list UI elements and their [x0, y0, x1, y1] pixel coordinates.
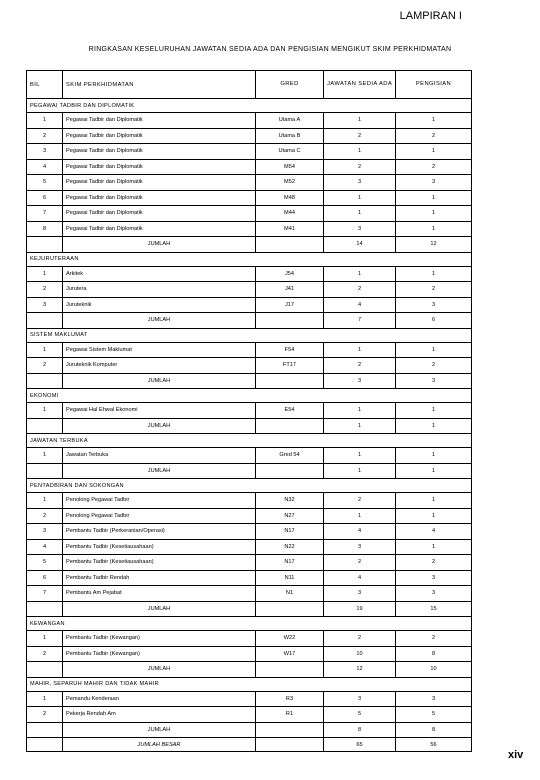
gred-cell: N17 — [256, 555, 324, 571]
total-sedia-ada: 19 — [324, 601, 396, 617]
skim-cell: Pembantu Tadbir (Kesetiausahaan) — [63, 555, 256, 571]
pengisian-cell: 3 — [396, 297, 472, 313]
section-total-row — [27, 722, 472, 738]
table-row — [27, 524, 472, 540]
sedia-ada-cell: 4 — [324, 524, 396, 540]
grand-gred-empty-cell — [256, 738, 324, 752]
total-gred-empty-cell — [256, 418, 324, 434]
bil-cell: 1 — [27, 691, 63, 707]
skim-cell: Pegawai Tadbir dan Diplomatik — [63, 144, 256, 160]
pengisian-cell: 1 — [396, 266, 472, 282]
section-title: SISTEM MAKLUMAT — [27, 328, 472, 342]
total-gred-empty-cell — [256, 313, 324, 329]
appendix-label: LAMPIRAN I — [399, 10, 462, 22]
skim-cell: Pegawai Tadbir dan Diplomatik — [63, 159, 256, 175]
skim-cell: Pembantu Tadbir (Kewangan) — [63, 631, 256, 647]
section-header-row — [27, 328, 472, 342]
sedia-ada-cell: 1 — [324, 144, 396, 160]
pengisian-cell: 1 — [396, 342, 472, 358]
section-total-row — [27, 237, 472, 253]
sedia-ada-cell: 1 — [324, 206, 396, 222]
skim-cell: Pegawai Hal Ehwal Ekonomi — [63, 403, 256, 419]
bil-cell: 1 — [27, 448, 63, 464]
total-empty-cell — [27, 313, 63, 329]
column-header-bil: BIL — [27, 71, 63, 99]
pengisian-cell: 1 — [396, 221, 472, 237]
section-title: KEWANGAN — [27, 617, 472, 631]
total-pengisian: 15 — [396, 601, 472, 617]
pengisian-cell: 2 — [396, 555, 472, 571]
sedia-ada-cell: 3 — [324, 175, 396, 191]
bil-cell: 1 — [27, 266, 63, 282]
total-sedia-ada: 7 — [324, 313, 396, 329]
sedia-ada-cell: 2 — [324, 282, 396, 298]
pengisian-cell: 1 — [396, 493, 472, 509]
total-empty-cell — [27, 237, 63, 253]
total-label: JUMLAH — [63, 463, 256, 479]
gred-cell: E54 — [256, 403, 324, 419]
skim-cell: Jawatan Terbuka — [63, 448, 256, 464]
document-title: RINGKASAN KESELURUHAN JAWATAN SEDIA ADA DAN PENGISIAN MENGIKUT SKIM PERKHIDMATAN — [88, 46, 452, 53]
total-label: JUMLAH — [63, 722, 256, 738]
gred-cell: N22 — [256, 539, 324, 555]
table-row — [27, 707, 472, 723]
skim-cell: Pegawai Tadbir dan Diplomatik — [63, 206, 256, 222]
skim-cell: Pegawai Tadbir dan Diplomatik — [63, 221, 256, 237]
total-sedia-ada: 12 — [324, 662, 396, 678]
table-row — [27, 113, 472, 129]
pengisian-cell: 2 — [396, 358, 472, 374]
gred-cell: N32 — [256, 493, 324, 509]
total-label: JUMLAH — [63, 662, 256, 678]
table-row — [27, 282, 472, 298]
sedia-ada-cell: 2 — [324, 493, 396, 509]
column-header-skim: SKIM PERKHIDMATAN — [63, 71, 256, 99]
bil-cell: 5 — [27, 175, 63, 191]
gred-cell: W22 — [256, 631, 324, 647]
section-header-row — [27, 99, 472, 113]
bil-cell: 2 — [27, 646, 63, 662]
sedia-ada-cell: 4 — [324, 297, 396, 313]
pengisian-cell: 3 — [396, 570, 472, 586]
bil-cell: 4 — [27, 539, 63, 555]
gred-cell: M41 — [256, 221, 324, 237]
bil-cell: 1 — [27, 403, 63, 419]
gred-cell: Utama C — [256, 144, 324, 160]
page-number: xiv — [508, 749, 524, 761]
pengisian-cell: 1 — [396, 403, 472, 419]
total-label: JUMLAH — [63, 373, 256, 389]
table-header-row — [27, 71, 472, 99]
skim-cell: Arkitek — [63, 266, 256, 282]
section-total-row — [27, 601, 472, 617]
skim-cell: Pembantu Am Pejabat — [63, 586, 256, 602]
gred-cell: J54 — [256, 266, 324, 282]
bil-cell: 2 — [27, 128, 63, 144]
skim-cell: Pegawai Sistem Maklumat — [63, 342, 256, 358]
grand-total-pengisian: 56 — [396, 738, 472, 752]
section-header-row — [27, 677, 472, 691]
pengisian-cell: 1 — [396, 508, 472, 524]
table-row — [27, 206, 472, 222]
total-pengisian: 8 — [396, 722, 472, 738]
section-title: EKONOMI — [27, 389, 472, 403]
total-empty-cell — [27, 463, 63, 479]
total-empty-cell — [27, 662, 63, 678]
section-title: PEGAWAI TADBIR DAN DIPLOMATIK — [27, 99, 472, 113]
skim-cell: Pembantu Tadbir (Perkeranian/Operasi) — [63, 524, 256, 540]
gred-cell: Utama A — [256, 113, 324, 129]
sedia-ada-cell: 1 — [324, 190, 396, 206]
total-pengisian: 12 — [396, 237, 472, 253]
sedia-ada-cell: 3 — [324, 586, 396, 602]
table-row — [27, 403, 472, 419]
table-row — [27, 221, 472, 237]
grand-total-sedia-ada: 65 — [324, 738, 396, 752]
sedia-ada-cell: 1 — [324, 448, 396, 464]
table-row — [27, 297, 472, 313]
pengisian-cell: 1 — [396, 448, 472, 464]
gred-cell: N1 — [256, 586, 324, 602]
total-sedia-ada: 3 — [324, 373, 396, 389]
staffing-summary-table — [26, 70, 472, 752]
section-header-row — [27, 389, 472, 403]
bil-cell: 1 — [27, 631, 63, 647]
bil-cell: 1 — [27, 493, 63, 509]
grand-total-row — [27, 738, 472, 752]
total-sedia-ada: 1 — [324, 418, 396, 434]
total-label: JUMLAH — [63, 237, 256, 253]
skim-cell: Pegawai Tadbir dan Diplomatik — [63, 175, 256, 191]
section-title: PENTADBIRAN DAN SOKONGAN — [27, 479, 472, 493]
bil-cell: 3 — [27, 144, 63, 160]
sedia-ada-cell: 3 — [324, 691, 396, 707]
sedia-ada-cell: 4 — [324, 570, 396, 586]
total-pengisian: 1 — [396, 463, 472, 479]
pengisian-cell: 1 — [396, 206, 472, 222]
table-row — [27, 539, 472, 555]
grand-total-label: JUMLAH BESAR — [63, 738, 256, 752]
total-sedia-ada: 1 — [324, 463, 396, 479]
total-gred-empty-cell — [256, 722, 324, 738]
table-row — [27, 646, 472, 662]
section-total-row — [27, 662, 472, 678]
sedia-ada-cell: 2 — [324, 128, 396, 144]
bil-cell: 6 — [27, 570, 63, 586]
gred-cell: J17 — [256, 297, 324, 313]
total-gred-empty-cell — [256, 463, 324, 479]
skim-cell: Penolong Pegawai Tadbir — [63, 493, 256, 509]
pengisian-cell: 3 — [396, 175, 472, 191]
table-row — [27, 508, 472, 524]
total-sedia-ada: 8 — [324, 722, 396, 738]
gred-cell: R1 — [256, 707, 324, 723]
table-row — [27, 586, 472, 602]
total-pengisian: 6 — [396, 313, 472, 329]
skim-cell: Pegawai Tadbir dan Diplomatik — [63, 128, 256, 144]
bil-cell: 2 — [27, 508, 63, 524]
skim-cell: Pekerja Rendah Am — [63, 707, 256, 723]
table-row — [27, 631, 472, 647]
table-row — [27, 555, 472, 571]
total-sedia-ada: 14 — [324, 237, 396, 253]
pengisian-cell: 2 — [396, 159, 472, 175]
bil-cell: 2 — [27, 282, 63, 298]
table-row — [27, 358, 472, 374]
sedia-ada-cell: 2 — [324, 555, 396, 571]
gred-cell: Utama B — [256, 128, 324, 144]
pengisian-cell: 2 — [396, 631, 472, 647]
total-gred-empty-cell — [256, 373, 324, 389]
bil-cell: 2 — [27, 707, 63, 723]
gred-cell: J41 — [256, 282, 324, 298]
total-label: JUMLAH — [63, 313, 256, 329]
total-empty-cell — [27, 418, 63, 434]
skim-cell: Pembantu Tadbir (Kewangan) — [63, 646, 256, 662]
bil-cell: 6 — [27, 190, 63, 206]
pengisian-cell: 5 — [396, 707, 472, 723]
skim-cell: Juruteknik Komputer — [63, 358, 256, 374]
section-title: KEJURUTERAAN — [27, 252, 472, 266]
section-header-row — [27, 617, 472, 631]
section-title: JAWATAN TERBUKA — [27, 434, 472, 448]
total-label: JUMLAH — [63, 418, 256, 434]
table-row — [27, 190, 472, 206]
gred-cell: FT17 — [256, 358, 324, 374]
sedia-ada-cell: 2 — [324, 358, 396, 374]
total-gred-empty-cell — [256, 237, 324, 253]
gred-cell: M54 — [256, 159, 324, 175]
sedia-ada-cell: 1 — [324, 508, 396, 524]
sedia-ada-cell: 3 — [324, 539, 396, 555]
gred-cell: M48 — [256, 190, 324, 206]
total-pengisian: 1 — [396, 418, 472, 434]
bil-cell: 4 — [27, 159, 63, 175]
total-label: JUMLAH — [63, 601, 256, 617]
total-empty-cell — [27, 722, 63, 738]
skim-cell: Juruteknik — [63, 297, 256, 313]
table-row — [27, 570, 472, 586]
sedia-ada-cell: 2 — [324, 159, 396, 175]
gred-cell: F54 — [256, 342, 324, 358]
table-body — [27, 99, 472, 752]
table-row — [27, 448, 472, 464]
section-total-row — [27, 418, 472, 434]
pengisian-cell: 2 — [396, 128, 472, 144]
pengisian-cell: 1 — [396, 539, 472, 555]
bil-cell: 2 — [27, 358, 63, 374]
total-gred-empty-cell — [256, 662, 324, 678]
gred-cell: N17 — [256, 524, 324, 540]
bil-cell: 8 — [27, 221, 63, 237]
bil-cell: 5 — [27, 555, 63, 571]
pengisian-cell: 3 — [396, 691, 472, 707]
gred-cell: M52 — [256, 175, 324, 191]
sedia-ada-cell: 1 — [324, 403, 396, 419]
bil-cell: 7 — [27, 206, 63, 222]
gred-cell: R3 — [256, 691, 324, 707]
sedia-ada-cell: 1 — [324, 113, 396, 129]
skim-cell: Jurutera — [63, 282, 256, 298]
skim-cell: Pembantu Tadbir Rendah — [63, 570, 256, 586]
table-row — [27, 266, 472, 282]
bil-cell: 3 — [27, 297, 63, 313]
pengisian-cell: 4 — [396, 524, 472, 540]
gred-cell: N11 — [256, 570, 324, 586]
table-row — [27, 128, 472, 144]
grand-empty-cell — [27, 738, 63, 752]
table-row — [27, 175, 472, 191]
skim-cell: Penolong Pegawai Tadbir — [63, 508, 256, 524]
table-row — [27, 144, 472, 160]
table-row — [27, 493, 472, 509]
section-total-row — [27, 463, 472, 479]
sedia-ada-cell: 10 — [324, 646, 396, 662]
sedia-ada-cell: 3 — [324, 221, 396, 237]
section-total-row — [27, 373, 472, 389]
gred-cell: N27 — [256, 508, 324, 524]
bil-cell: 1 — [27, 342, 63, 358]
total-pengisian: 3 — [396, 373, 472, 389]
bil-cell: 3 — [27, 524, 63, 540]
gred-cell: Gred 54 — [256, 448, 324, 464]
section-title: MAHIR, SEPARUH MAHIR DAN TIDAK MAHIR — [27, 677, 472, 691]
skim-cell: Pembantu Tadbir (Kesetiausahaan) — [63, 539, 256, 555]
column-header-pengisian: PENGISIAN — [396, 71, 472, 99]
total-empty-cell — [27, 373, 63, 389]
pengisian-cell: 3 — [396, 586, 472, 602]
sedia-ada-cell: 1 — [324, 342, 396, 358]
table-row — [27, 159, 472, 175]
bil-cell: 1 — [27, 113, 63, 129]
section-header-row — [27, 479, 472, 493]
column-header-gred: GRED — [256, 71, 324, 99]
skim-cell: Pemandu Kenderaan — [63, 691, 256, 707]
total-gred-empty-cell — [256, 601, 324, 617]
pengisian-cell: 1 — [396, 190, 472, 206]
pengisian-cell: 8 — [396, 646, 472, 662]
total-empty-cell — [27, 601, 63, 617]
skim-cell: Pegawai Tadbir dan Diplomatik — [63, 190, 256, 206]
table-row — [27, 342, 472, 358]
section-header-row — [27, 252, 472, 266]
column-header-sedia-ada: JAWATAN SEDIA ADA — [324, 71, 396, 99]
sedia-ada-cell: 5 — [324, 707, 396, 723]
table-row — [27, 691, 472, 707]
sedia-ada-cell: 1 — [324, 266, 396, 282]
total-pengisian: 10 — [396, 662, 472, 678]
pengisian-cell: 2 — [396, 282, 472, 298]
section-header-row — [27, 434, 472, 448]
gred-cell: M44 — [256, 206, 324, 222]
gred-cell: W17 — [256, 646, 324, 662]
section-total-row — [27, 313, 472, 329]
pengisian-cell: 1 — [396, 113, 472, 129]
sedia-ada-cell: 2 — [324, 631, 396, 647]
skim-cell: Pegawai Tadbir dan Diplomatik — [63, 113, 256, 129]
bil-cell: 7 — [27, 586, 63, 602]
pengisian-cell: 1 — [396, 144, 472, 160]
